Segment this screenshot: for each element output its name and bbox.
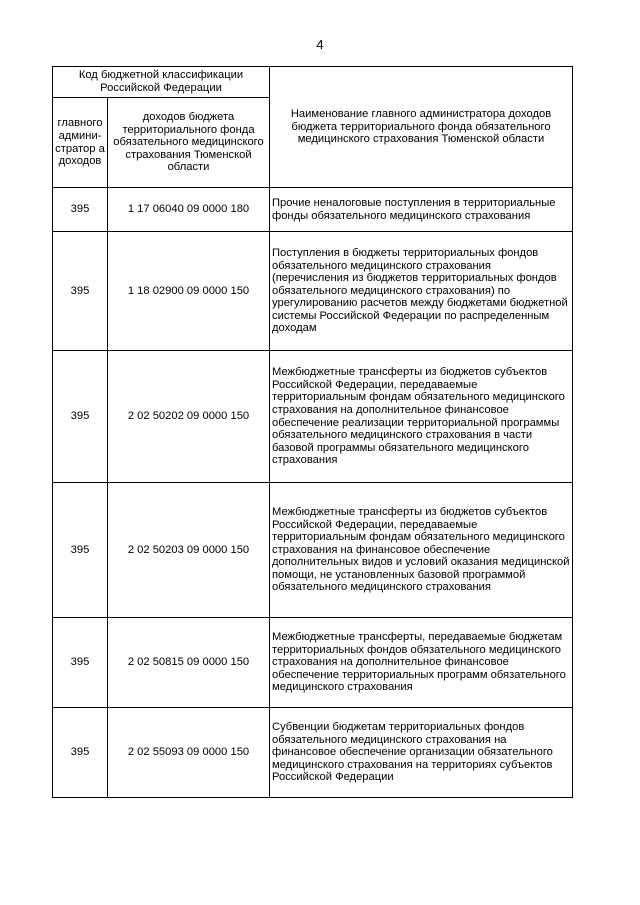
admin-code-cell: 395	[53, 351, 108, 483]
income-name-cell: Межбюджетные трансферты, передаваемые бюджетам территориальных фондов обязательного медицинского страхования на дополнительное финансовое обеспечение территориальных программ обязательного медицинского страхования	[270, 618, 573, 708]
table-row	[53, 188, 573, 232]
income-code-cell: 2 02 50203 09 0000 150	[108, 483, 270, 618]
table-row	[53, 483, 573, 618]
income-code-cell: 2 02 50202 09 0000 150	[108, 351, 270, 483]
income-name-cell: Межбюджетные трансферты из бюджетов субъектов Российской Федерации, передаваемые территориальным фондам обязательного медицинского страхования на финансовое обеспечение дополнительных видов и условий оказания медицинской помощи, не установленных базовой программой обязательного медицинского страхования	[270, 483, 573, 618]
header-classification-code: Код бюджетной классификации Российской Федерации	[53, 67, 270, 98]
admin-code-cell: 395	[53, 618, 108, 708]
income-code-cell: 1 17 06040 09 0000 180	[108, 188, 270, 232]
admin-code-cell: 395	[53, 708, 108, 798]
income-code-cell: 2 02 55093 09 0000 150	[108, 708, 270, 798]
table-row	[53, 232, 573, 351]
header-administrator-name: Наименование главного администратора доходов бюджета территориального фонда обязательного медицинского страхования Тюменской области	[270, 67, 573, 188]
table-row	[53, 618, 573, 708]
budget-classification-table	[52, 66, 573, 798]
admin-code-cell: 395	[53, 232, 108, 351]
income-name-cell: Субвенции бюджетам территориальных фондов обязательного медицинского страхования на финансовое обеспечение организации обязательного медицинского страхования на территориях субъектов Российской Федерации	[270, 708, 573, 798]
table-row	[53, 351, 573, 483]
income-code-cell: 1 18 02900 09 0000 150	[108, 232, 270, 351]
admin-code-cell: 395	[53, 188, 108, 232]
page-number: 4	[316, 37, 324, 52]
income-name-cell: Прочие неналоговые поступления в территориальные фонды обязательного медицинского страхования	[270, 188, 573, 232]
income-name-cell: Межбюджетные трансферты из бюджетов субъектов Российской Федерации, передаваемые территориальным фондам обязательного медицинского страхования на дополнительное финансовое обеспечение реализации территориальной программы обязательного медицинского страхования в части базовой программы обязательного медицинского страхования	[270, 351, 573, 483]
table-row	[53, 708, 573, 798]
header-income-code: доходов бюджета территориального фонда обязательного медицинского страхования Тюменской области	[108, 98, 270, 188]
table-header-row	[53, 67, 573, 98]
header-main-administrator: главного админи-стратор а доходов	[53, 98, 108, 188]
income-code-cell: 2 02 50815 09 0000 150	[108, 618, 270, 708]
income-name-cell: Поступления в бюджеты территориальных фондов обязательного медицинского страхования (перечисления из бюджетов территориальных фондов обязательного медицинского страхования) по урегулированию расчетов между бюджетами бюджетной системы Российской Федерации по распределенным доходам	[270, 232, 573, 351]
admin-code-cell: 395	[53, 483, 108, 618]
